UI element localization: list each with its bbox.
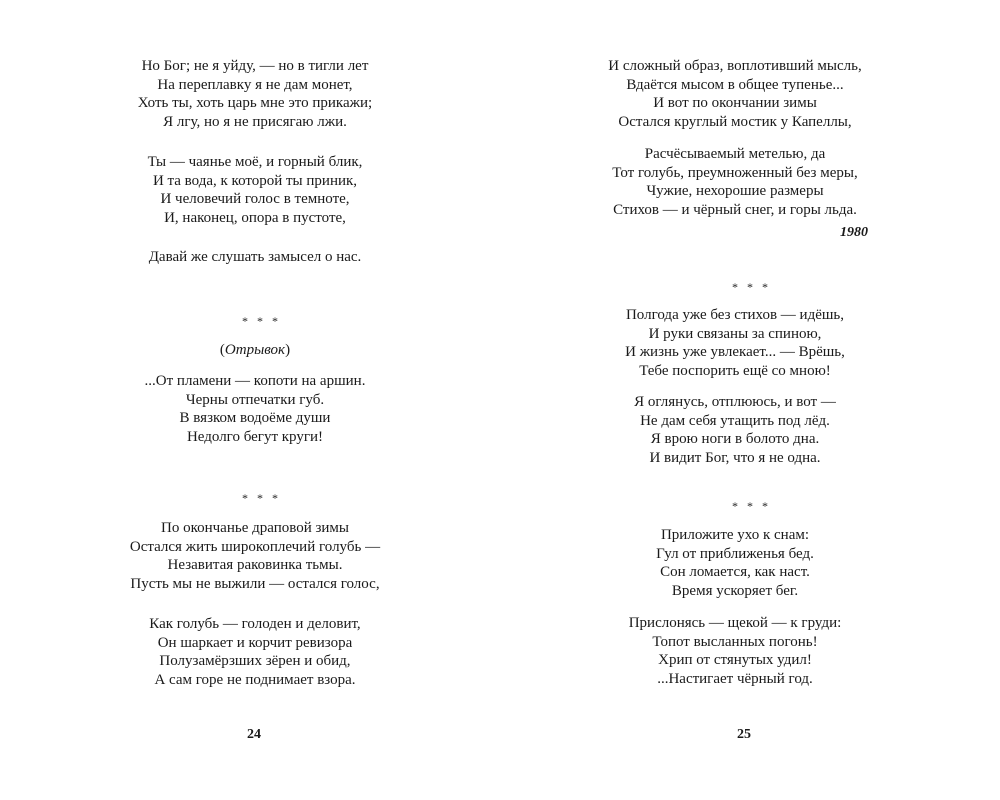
verse-line: Полгода уже без стихов — идёшь, xyxy=(625,307,845,323)
verse-line: И видит Бог, что я не одна. xyxy=(649,449,821,466)
fragment-subtitle xyxy=(0,341,510,360)
verse-line: Полузамёрзших зёрен и обид, xyxy=(159,653,351,669)
verse-line: Давай же слушать замысел о нас. xyxy=(148,249,362,265)
verse-line: Хоть ты, хоть царь мне это прикажи; xyxy=(137,95,373,111)
stanza xyxy=(0,248,510,267)
verse-line: Остался круглый мостик у Капеллы, xyxy=(618,113,852,130)
verse-line: На переплавку я не дам монет, xyxy=(157,76,353,93)
verse-line: Хрип от стянутых удил! xyxy=(658,652,812,668)
section-separator: * * * xyxy=(242,314,281,328)
verse-line: Расчёсываемый метелью, да xyxy=(644,146,826,162)
fragment-label: Отрывок xyxy=(224,342,286,358)
verse-line: Я врою ноги в болото дна. xyxy=(650,431,820,447)
verse-line: По окончанье драповой зимы xyxy=(160,520,349,536)
verse-line: Чужие, нехорошие размеры xyxy=(646,183,824,199)
verse-line: Как голубь — голоден и деловит, xyxy=(149,616,361,632)
verse-line: Сон ломается, как наст. xyxy=(660,564,810,580)
stanza xyxy=(490,306,980,380)
right-page xyxy=(500,0,1000,800)
stanza xyxy=(490,614,980,688)
verse-line: Незавитая раковинка тьмы. xyxy=(167,557,343,573)
verse-line: В вязком водоёме души xyxy=(179,410,331,426)
verse-line: И, наконец, опора в пустоте, xyxy=(164,209,346,226)
verse-line: Прислонясь — щекой — к груди: xyxy=(628,615,842,631)
stanza xyxy=(490,145,980,219)
verse-line: А сам горе не поднимает взора. xyxy=(154,671,356,688)
verse-line: Остался жить широкоплечий голубь — xyxy=(129,538,381,555)
verse-line: Время ускоряет бег. xyxy=(671,582,799,599)
verse-line: Я лгу, но я не присягаю лжи. xyxy=(163,113,347,130)
page-number: 25 xyxy=(737,727,751,742)
section-separator: * * * xyxy=(732,499,771,513)
stanza xyxy=(490,526,980,600)
poem-date: 1980 xyxy=(840,225,868,240)
verse-line: Он шаркает и корчит ревизора xyxy=(157,634,353,651)
verse-line: И человечий голос в темноте, xyxy=(160,191,350,207)
verse-line: И жизнь уже увлекает... — Врёшь, xyxy=(625,344,845,360)
stanza xyxy=(0,615,510,689)
section-separator: * * * xyxy=(732,280,771,294)
paren-open: ( xyxy=(219,342,225,358)
verse-line: Приложите ухо к снам: xyxy=(660,527,810,543)
verse-line: ...Настигает чёрный год. xyxy=(657,670,813,687)
stanza xyxy=(0,519,510,593)
verse-line: Я оглянусь, отплююсь, и вот — xyxy=(634,394,836,410)
verse-line: ...От пламени — копоти на аршин. xyxy=(144,373,366,389)
verse-line: И руки связаны за спиною, xyxy=(648,325,822,342)
verse-line: И вот по окончании зимы xyxy=(653,95,817,111)
verse-line: И сложный образ, воплотивший мысль, xyxy=(608,58,862,74)
verse-line: Гул от приближенья бед. xyxy=(656,545,814,562)
verse-line: Тебе поспорить ещё со мною! xyxy=(639,362,831,379)
stanza xyxy=(490,57,980,131)
verse-line: Тот голубь, преумноженный без меры, xyxy=(612,164,858,181)
verse-line: Недолго бегут круги! xyxy=(186,428,324,445)
stanza xyxy=(0,372,510,446)
verse-line: Не дам себя утащить под лёд. xyxy=(640,412,830,429)
verse-line: И та вода, к которой ты приник, xyxy=(152,172,358,189)
verse-line: Пусть мы не выжили — остался голос, xyxy=(130,575,380,592)
verse-line: Стихов — и чёрный снег, и горы льда. xyxy=(613,201,857,218)
verse-line: Ты — чаянье моё, и горный блик, xyxy=(147,154,363,170)
page-number: 24 xyxy=(247,727,261,742)
stanza xyxy=(0,57,510,131)
verse-line: Вдаётся мысом в общее тупенье... xyxy=(626,76,844,93)
verse-line: Но Бог; не я уйду, — но в тигли лет xyxy=(141,58,369,74)
paren-close: ) xyxy=(285,342,291,358)
stanza xyxy=(490,393,980,467)
verse-line: Черны отпечатки губ. xyxy=(185,391,325,408)
stanza xyxy=(0,153,510,227)
verse-line: Топот высланных погонь! xyxy=(652,633,818,650)
section-separator: * * * xyxy=(242,491,281,505)
